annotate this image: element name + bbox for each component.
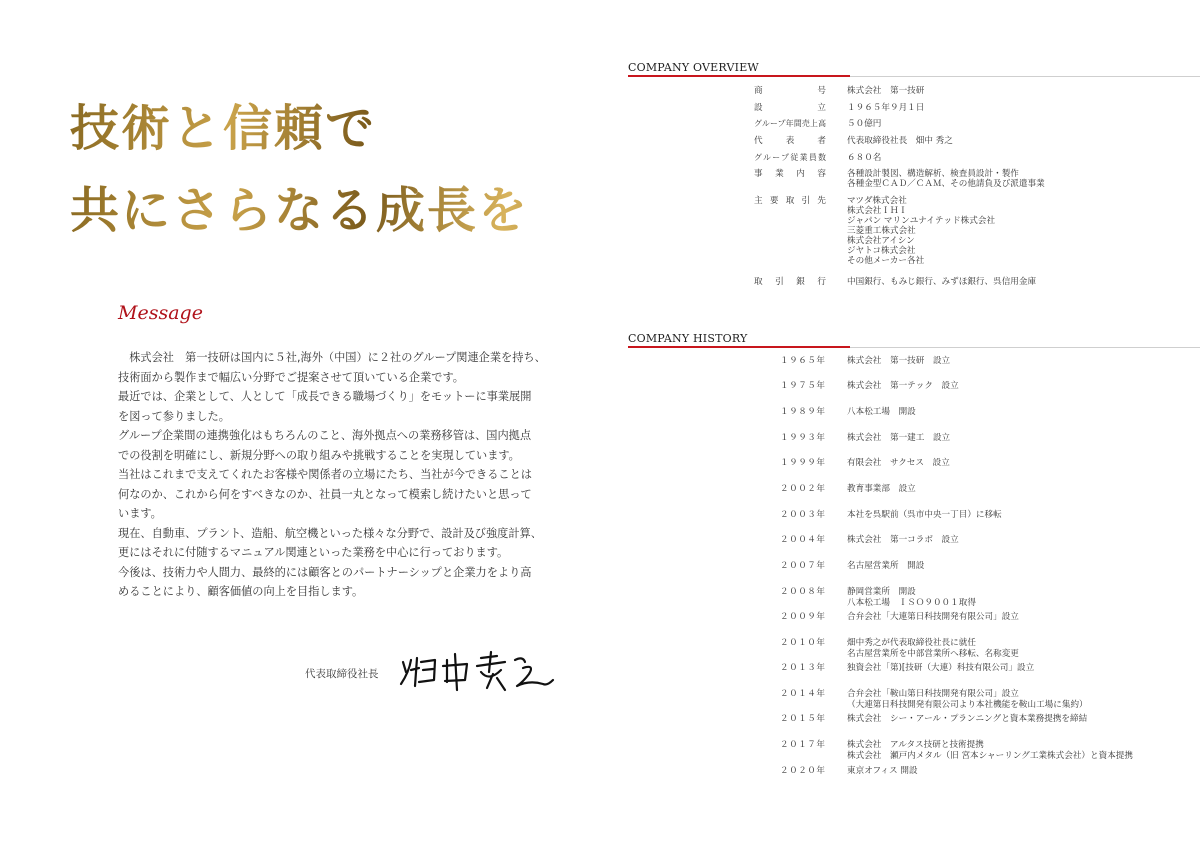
- history-event: （大連第日科技開発有限公司より本社機能を鞍山工場に集約）: [847, 699, 1088, 710]
- history-heading: [628, 332, 850, 348]
- overview-value-line: 株式会社ＩＨＩ: [847, 206, 908, 216]
- history-year: ２０１３年: [780, 663, 826, 673]
- history-event: 八本松工場 開設: [847, 407, 916, 417]
- overview-value-line: 各種設計製図、構造解析、検査員設計・製作: [847, 169, 1019, 179]
- overview-label: 主要取引先: [754, 196, 826, 206]
- message-line: を図って参りました。: [118, 409, 230, 423]
- history-event: 株式会社 第一コラボ 設立: [847, 535, 959, 545]
- heading-rule: [850, 76, 1200, 77]
- message-line: 当社はこれまで支えてくれたお客様や関係者の立場にたち、当社が今できることは: [118, 468, 532, 481]
- overview-value-line: ６８０名: [847, 153, 882, 163]
- heading-rule: [850, 347, 1200, 348]
- history-events: [847, 766, 918, 777]
- history-event: 株式会社 シー・アール・プランニングと資本業務提携を締結: [847, 714, 1088, 724]
- message-line: グループ企業間の連携強化はもちろんのこと、海外拠点への業務移管は、国内拠点: [118, 429, 532, 442]
- signature-block: [305, 650, 565, 695]
- history-events: [847, 740, 1133, 761]
- history-event: 独資会社「第)[技研（大連）科技有限公司」設立: [847, 663, 1035, 673]
- message-line: 現在、自動車、プラント、造船、航空機といった様々な分野で、設計及び強度計算、: [118, 526, 542, 540]
- history-year: ２０１５年: [780, 714, 826, 724]
- overview-value-line: マツダ株式会社: [847, 196, 907, 206]
- history-event: 東京オフィス 開設: [847, 766, 918, 776]
- history-events: [847, 638, 1019, 659]
- history-year: ２０１０年: [780, 638, 826, 648]
- heading-underline: [628, 75, 850, 77]
- overview-heading: [628, 61, 850, 77]
- history-events: [847, 587, 976, 608]
- headline-line-1: 技術と信頼で: [70, 98, 610, 158]
- history-year: １９６５年: [780, 356, 826, 366]
- message-title: Message: [118, 302, 203, 324]
- overview-value: [847, 196, 995, 266]
- history-year: ２００７年: [780, 561, 826, 571]
- message-line: 株式会社 第一技研は国内に５社,海外（中国）に２社のグループ関連企業を持ち、: [118, 351, 546, 364]
- history-events: [847, 356, 950, 367]
- history-year: ２０２０年: [780, 766, 826, 776]
- overview-heading-label: COMPANY OVERVIEW: [628, 61, 759, 74]
- history-event: 株式会社 アルタス技研と技術提携: [847, 740, 984, 750]
- history-year: ２００８年: [780, 587, 826, 597]
- history-year: １９９３年: [780, 433, 826, 443]
- history-events: [847, 484, 916, 495]
- overview-label: 事業内容: [754, 169, 826, 179]
- signer-title: 代表取締役社長: [305, 668, 379, 680]
- history-events: [847, 714, 1087, 725]
- overview-value-line: その他メーカー各社: [847, 256, 925, 266]
- history-year: ２００４年: [780, 535, 826, 545]
- history-event: 名古屋営業所 開設: [847, 561, 925, 571]
- overview-value: [847, 169, 1045, 189]
- message-line: での役割を明確にし、新規分野への取り組みや挑戦することを実現しています。: [118, 448, 520, 462]
- history-event: 株式会社 瀬戸内メタル（旧 宮本シャーリング工業株式会社）と資本提携: [847, 750, 1133, 761]
- history-event: 静岡営業所 開設: [847, 587, 916, 597]
- overview-value-line: 株式会社アイシン: [847, 236, 915, 246]
- history-event: 名古屋営業所を中部営業所へ移転、名称変更: [847, 648, 1019, 659]
- overview-value-line: 中国銀行、もみじ銀行、みずほ銀行、呉信用金庫: [847, 277, 1037, 287]
- history-year: ２０１４年: [780, 689, 826, 699]
- overview-value-line: 代表取締役社長 畑中 秀之: [847, 136, 953, 146]
- message-line: 何なのか、これから何をすべきなのか、社員一丸となって模索し続けたいと思って: [118, 487, 532, 501]
- message-line: 技術面から製作まで幅広い分野でご提案させて頂いている企業です。: [118, 370, 464, 384]
- history-year: １９７５年: [780, 381, 826, 391]
- history-events: [847, 561, 924, 572]
- message-line: 更にはそれに付随するマニュアル関連といった業務を中心に行っております。: [118, 546, 509, 559]
- overview-value-line: 各種金型ＣＡＤ／ＣＡＭ、その他請負及び派遣事業: [847, 179, 1045, 189]
- history-year: １９８９年: [780, 407, 826, 417]
- history-events: [847, 510, 1002, 521]
- history-events: [847, 381, 959, 392]
- overview-label: 取引銀行: [754, 277, 826, 287]
- overview-value: [847, 136, 953, 146]
- history-events: [847, 407, 916, 418]
- history-events: [847, 612, 1019, 623]
- overview-label: 商号: [754, 86, 826, 96]
- history-year: ２００９年: [780, 612, 826, 622]
- overview-value-line: ５０億円: [847, 119, 882, 129]
- overview-value-line: 株式会社 第一技研: [847, 86, 925, 96]
- history-event: 有限会社 サクセス 設立: [847, 458, 950, 468]
- history-event: 畑中秀之が代表取締役社長に就任: [847, 638, 976, 648]
- overview-value: [847, 277, 1036, 287]
- history-events: [847, 663, 1034, 674]
- history-events: [847, 535, 959, 546]
- message-line: 今後は、技術力や人間力、最終的には顧客とのパートナーシップと企業力をより高: [118, 565, 532, 579]
- overview-label: グループ従業員数: [754, 153, 826, 162]
- message-body: [118, 348, 558, 602]
- history-year: ２０１７年: [780, 740, 826, 750]
- history-year: ２００２年: [780, 484, 826, 494]
- history-event: 株式会社 第一技研 設立: [847, 356, 951, 366]
- overview-label: 設立: [754, 103, 826, 113]
- history-heading-label: COMPANY HISTORY: [628, 332, 748, 345]
- headline-line-2: 共にさらなる成長を: [70, 180, 610, 240]
- overview-value: [847, 86, 924, 96]
- history-event: 教育事業部 設立: [847, 484, 916, 494]
- history-event: 合弁会社「大連第日科技開発有限公司」設立: [847, 612, 1019, 622]
- history-year: １９９９年: [780, 458, 826, 468]
- history-events: [847, 689, 1088, 710]
- history-events: [847, 458, 950, 469]
- overview-value: [847, 153, 881, 163]
- history-event: 株式会社 第一建工 設立: [847, 433, 951, 443]
- history-event: 株式会社 第一テック 設立: [847, 381, 959, 391]
- overview-value-line: ジヤトコ株式会社: [847, 246, 916, 256]
- overview-value-line: ジャパン マリンユナイテッド株式会社: [847, 216, 996, 226]
- message-line: めることにより、顧客価値の向上を目指します。: [118, 585, 364, 598]
- history-event: 八本松工場 ＩＳＯ９００１取得: [847, 597, 976, 608]
- history-year: ２００３年: [780, 510, 826, 520]
- overview-label: グループ年間売上高: [754, 119, 826, 128]
- overview-label: 代表者: [754, 136, 826, 146]
- message-line: います。: [118, 507, 162, 520]
- overview-value: [847, 119, 881, 129]
- message-line: 最近では、企業として、人として「成長できる職場づくり」をモットーに事業展開: [118, 390, 532, 403]
- history-event: 本社を呉駅前（呉市中央一丁目）に移転: [847, 510, 1002, 520]
- history-events: [847, 433, 950, 444]
- history-event: 合弁会社「鞍山第日科技開発有限公司」設立: [847, 689, 1019, 699]
- overview-value-line: 三菱重工株式会社: [847, 226, 916, 236]
- heading-underline: [628, 346, 850, 348]
- overview-value-line: １９６５年９月１日: [847, 103, 925, 113]
- overview-value: [847, 103, 924, 113]
- handwritten-signature: [397, 650, 557, 692]
